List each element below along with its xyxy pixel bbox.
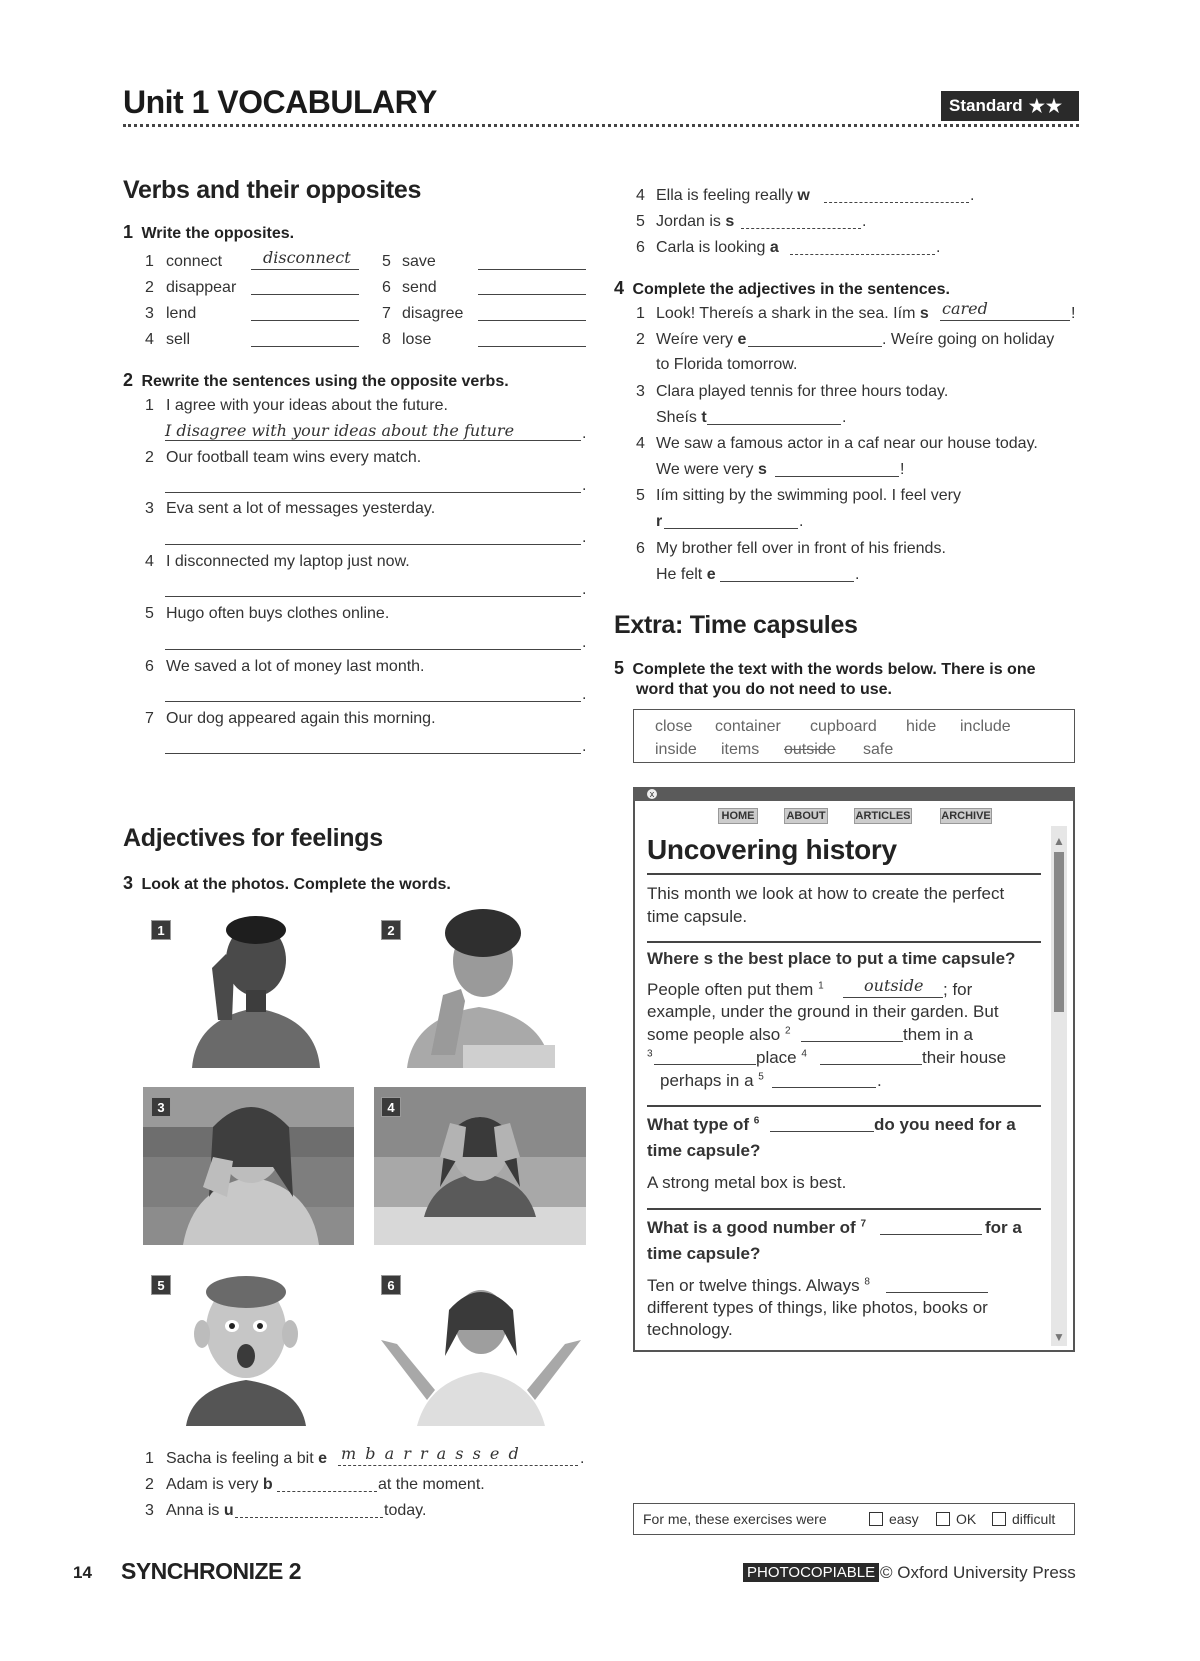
scroll-up-icon[interactable]: ▲ <box>1053 834 1065 848</box>
period: . <box>936 239 941 256</box>
item-number: 8 <box>382 331 391 348</box>
item-sentence: Clara played tennis for three hours today. <box>656 383 949 400</box>
period: . <box>877 1071 882 1090</box>
answer-line[interactable] <box>251 320 359 321</box>
photo-boy-shocked <box>180 1264 312 1426</box>
item-word: connect <box>166 253 223 270</box>
item-word: disappear <box>166 279 237 296</box>
browser-titlebar <box>633 787 1075 801</box>
divider <box>647 941 1041 943</box>
nav-home[interactable]: HOME <box>718 808 758 824</box>
item-sentence: I disconnected my laptop just now. <box>166 553 410 570</box>
item-number: 3 <box>145 1502 154 1519</box>
exclamation: ! <box>1071 305 1076 322</box>
question-heading-end: do you need for a <box>874 1115 1016 1134</box>
item-prefix: Anna is u <box>166 1502 234 1519</box>
item-word: lose <box>402 331 432 348</box>
answer-field[interactable]: I disagree with your ideas about the future <box>165 421 515 440</box>
answer-text: Ten or twelve things. Always $^8$ <box>647 1276 870 1295</box>
instruction-text: Rewrite the sentences using the opposite verbs. <box>141 373 509 390</box>
item-sentence: I agree with your ideas about the future. <box>166 397 448 414</box>
word-bank-item: cupboard <box>810 718 877 735</box>
item-prefix: Jordan is s <box>656 213 735 230</box>
answer-line[interactable] <box>775 476 899 477</box>
item-number: 5 <box>636 213 645 230</box>
exercise-number: 3 <box>123 873 134 893</box>
item-sentence-end: . Weíre going on holiday <box>882 331 1055 348</box>
photo-girl-stressed <box>374 1087 586 1245</box>
instruction-text: Complete the text with the words below. There is one <box>632 661 1036 678</box>
item-number: 2 <box>636 331 645 348</box>
website-panel <box>633 787 1075 1352</box>
item-number: 7 <box>382 305 391 322</box>
word-bank-item: items <box>721 741 760 758</box>
level-label: Standard <box>949 96 1023 115</box>
photo-number-badge: 3 <box>151 1097 171 1117</box>
photo-number-badge: 5 <box>151 1275 171 1295</box>
answer-text: A strong metal box is best. <box>647 1173 847 1192</box>
checkbox-label: OK <box>956 1511 977 1527</box>
checkbox-ok[interactable] <box>936 1512 950 1526</box>
item-number: 3 <box>145 305 154 322</box>
answer-field[interactable]: disconnect <box>263 248 351 267</box>
item-number: 3 <box>636 383 645 400</box>
answer-line[interactable] <box>277 1491 377 1492</box>
word-bank-item: hide <box>906 718 937 735</box>
answer-line[interactable] <box>707 424 841 425</box>
item-sentence: My brother fell over in front of his friends. <box>656 540 946 557</box>
item-number: 6 <box>382 279 391 296</box>
item-number: 6 <box>145 658 154 675</box>
photo-girl-upset <box>143 1087 354 1245</box>
answer-line[interactable] <box>251 346 359 347</box>
item-sentence: Our dog appeared again this morning. <box>166 710 436 727</box>
divider <box>647 873 1041 875</box>
item-number: 2 <box>145 449 154 466</box>
item-prefix: Adam is very b <box>166 1476 273 1493</box>
paragraph-line-end: ; for <box>943 980 973 999</box>
paragraph-line: People often put them $^1$ <box>647 980 824 999</box>
item-number: 1 <box>145 253 154 270</box>
item-sentence: We saw a famous actor in a caf near our house today. <box>656 435 1038 452</box>
gap-line[interactable] <box>770 1131 874 1132</box>
gap-line[interactable] <box>654 1064 756 1065</box>
item-number: 6 <box>636 239 645 256</box>
answer-line[interactable] <box>165 596 581 597</box>
answer-line[interactable] <box>165 544 581 545</box>
answer-line <box>338 1465 578 1466</box>
checkbox-label: easy <box>889 1511 919 1527</box>
item-number: 3 <box>145 500 154 517</box>
brand-logo: SYNCHRONIZE 2 <box>121 1558 302 1584</box>
item-prefix: Carla is looking a <box>656 239 779 256</box>
exercise-5-instruction-line2: word that you do not need to use. <box>636 681 892 698</box>
answer-line[interactable] <box>165 492 581 493</box>
period: . <box>799 513 804 530</box>
item-sentence: Hugo often buys clothes online. <box>166 605 390 622</box>
gap-line[interactable] <box>886 1292 988 1293</box>
answer-line[interactable] <box>824 202 969 203</box>
item-number: 1 <box>145 1450 154 1467</box>
instruction-text: Look at the photos. Complete the words. <box>141 876 451 893</box>
item-word: save <box>402 253 436 270</box>
instruction-text: Complete the adjectives in the sentences. <box>632 281 950 298</box>
answer-line[interactable] <box>664 528 798 529</box>
item-number: 1 <box>636 305 645 322</box>
photo-number-badge: 2 <box>381 920 401 940</box>
checkbox-label: difficult <box>1012 1511 1056 1527</box>
period: . <box>582 477 587 494</box>
item-sentence-line2: He felt e <box>656 566 716 583</box>
page-number: 14 <box>73 1563 92 1582</box>
answer-line[interactable] <box>251 294 359 295</box>
exercise-5-instruction <box>614 658 1035 679</box>
item-number: 1 <box>145 397 154 414</box>
word-bank-item: close <box>655 718 693 735</box>
answer-line[interactable] <box>478 269 586 270</box>
paragraph-line-end: them in a <box>903 1025 973 1044</box>
period: . <box>842 409 847 426</box>
item-word: disagree <box>402 305 464 322</box>
question-heading-end: for a <box>985 1218 1022 1237</box>
item-sentence-line2: We were very s <box>656 461 767 478</box>
exercise-number: 5 <box>614 658 625 678</box>
checkbox-easy[interactable] <box>869 1512 883 1526</box>
answer-line[interactable] <box>720 581 854 582</box>
checkbox-difficult[interactable] <box>992 1512 1006 1526</box>
answer-line <box>251 269 359 270</box>
exercise-1-instruction <box>123 222 294 243</box>
exclamation: ! <box>900 461 905 478</box>
paragraph-line-end: their house <box>922 1048 1007 1067</box>
item-number: 7 <box>145 710 154 727</box>
question-heading: What type of $^6$ <box>647 1115 760 1134</box>
paragraph-line: 3 <box>647 1048 653 1060</box>
copyright-notice: © Oxford University Press <box>880 1563 1076 1582</box>
answer-line[interactable] <box>165 701 581 702</box>
nav-about[interactable]: ABOUT <box>784 808 828 824</box>
exercise-number: 4 <box>614 278 625 298</box>
article-title: Uncovering history <box>647 834 897 865</box>
item-sentence: Look! Thereís a shark in the sea. Iím s <box>656 305 929 322</box>
exercise-3-instruction <box>123 873 451 894</box>
item-word: send <box>402 279 437 296</box>
word-bank-item: include <box>960 718 1011 735</box>
question-heading-line2: time capsule? <box>647 1141 761 1160</box>
gap-1-answer[interactable]: outside <box>864 976 924 995</box>
item-sentence: Our football team wins every match. <box>166 449 422 466</box>
self-assessment-prompt: For me, these exercises were <box>643 1511 827 1527</box>
section-heading-adjectives: Adjectives for feelings <box>123 824 383 852</box>
item-number: 6 <box>636 540 645 557</box>
gap-line[interactable] <box>820 1064 922 1065</box>
answer-line[interactable] <box>478 320 586 321</box>
answer-line[interactable] <box>478 346 586 347</box>
question-heading-line2: time capsule? <box>647 1244 761 1263</box>
section-heading-verbs: Verbs and their opposites <box>123 176 422 204</box>
photocopiable-badge: PHOTOCOPIABLE <box>743 1563 879 1582</box>
period: . <box>970 187 975 204</box>
answer-line[interactable] <box>748 346 882 347</box>
word-bank-item: container <box>715 718 781 735</box>
period: . <box>582 529 587 546</box>
answer-text-line3: technology. <box>647 1320 733 1339</box>
item-sentence: Iím sitting by the swimming pool. I feel very <box>656 487 961 504</box>
answer-line[interactable] <box>165 753 581 754</box>
item-number: 5 <box>636 487 645 504</box>
unit-title: Unit 1 VOCABULARY <box>123 84 437 120</box>
header-divider <box>123 124 1079 127</box>
question-heading: What is a good number of $^7$ <box>647 1218 867 1237</box>
answer-line[interactable] <box>741 228 861 229</box>
photo-number-badge: 6 <box>381 1275 401 1295</box>
period: . <box>582 581 587 598</box>
photo-number-badge: 4 <box>381 1097 401 1117</box>
gap-line[interactable] <box>880 1234 982 1235</box>
photo-girl-shrugging <box>377 1260 585 1426</box>
divider <box>647 1208 1041 1210</box>
paragraph-text: place $^4$ <box>756 1048 807 1067</box>
level-badge <box>941 91 1079 121</box>
answer-line[interactable] <box>235 1517 383 1518</box>
gap-line[interactable] <box>801 1041 903 1042</box>
answer-field[interactable]: m b a r r a s s e d <box>341 1444 521 1463</box>
item-sentence-line2: to Florida tomorrow. <box>656 356 798 373</box>
paragraph-line: example, under the ground in their garden. But <box>647 1002 999 1021</box>
item-number: 5 <box>145 605 154 622</box>
star-icon: ★★ <box>1028 95 1063 116</box>
answer-line <box>940 320 1070 321</box>
intro-text: This month we look at how to create the perfect <box>647 884 1005 903</box>
item-first-letter: r <box>656 513 663 530</box>
item-suffix: at the moment. <box>378 1476 485 1493</box>
item-number: 5 <box>382 253 391 270</box>
scroll-down-icon[interactable]: ▼ <box>1053 1330 1065 1344</box>
item-sentence: Weíre very e <box>656 331 747 348</box>
item-prefix: Sacha is feeling a bit e <box>166 1450 327 1467</box>
answer-line[interactable] <box>790 254 935 255</box>
paragraph-line: some people also $^2$ <box>647 1025 791 1044</box>
nav-archive[interactable]: ARCHIVE <box>941 810 991 822</box>
item-sentence: We saved a lot of money last month. <box>166 658 425 675</box>
item-number: 4 <box>145 331 154 348</box>
item-number: 2 <box>145 1476 154 1493</box>
period: . <box>582 686 587 703</box>
item-number: 2 <box>145 279 154 296</box>
period: . <box>580 1450 585 1467</box>
answer-line <box>165 440 581 441</box>
item-number: 4 <box>636 187 645 204</box>
answer-field[interactable]: cared <box>942 299 988 318</box>
period: . <box>582 634 587 651</box>
photo-boy-hand-on-head <box>182 910 330 1068</box>
scrollbar-thumb[interactable] <box>1054 852 1064 1012</box>
exercise-number: 2 <box>123 370 134 390</box>
gap-line[interactable] <box>772 1087 876 1088</box>
item-word: lend <box>166 305 197 322</box>
instruction-text: Write the opposites. <box>141 225 295 242</box>
item-sentence-line2: Sheís t <box>656 409 707 426</box>
answer-line[interactable] <box>478 294 586 295</box>
divider <box>647 1105 1041 1107</box>
word-bank-item-used: outside <box>784 741 836 758</box>
exercise-4-instruction <box>614 278 950 299</box>
photo-boy-bored <box>403 905 555 1068</box>
gap-line <box>843 997 943 998</box>
item-word: sell <box>166 331 191 348</box>
word-bank-item: inside <box>655 741 697 758</box>
question-heading: Where s the best place to put a time capsule? <box>647 949 1016 968</box>
item-prefix: Ella is feeling really w <box>656 187 810 204</box>
period: . <box>855 566 860 583</box>
close-icon[interactable]: x <box>647 789 657 799</box>
paragraph-line: perhaps in a $^5$ <box>660 1071 764 1090</box>
photo-number-badge: 1 <box>151 920 171 940</box>
item-number: 4 <box>636 435 645 452</box>
item-sentence: Eva sent a lot of messages yesterday. <box>166 500 436 517</box>
intro-text-line2: time capsule. <box>647 907 748 926</box>
section-heading-extra: Extra: Time capsules <box>614 611 858 639</box>
item-suffix: today. <box>384 1502 427 1519</box>
answer-text-line2: different types of things, like photos, books or <box>647 1298 988 1317</box>
nav-articles[interactable]: ARTICLES <box>855 810 911 822</box>
word-bank-item: safe <box>863 741 894 758</box>
period: . <box>582 425 587 442</box>
item-number: 4 <box>145 553 154 570</box>
period: . <box>582 738 587 755</box>
exercise-2-instruction <box>123 370 509 391</box>
answer-line[interactable] <box>165 649 581 650</box>
period: . <box>862 213 867 230</box>
exercise-number: 1 <box>123 222 134 242</box>
